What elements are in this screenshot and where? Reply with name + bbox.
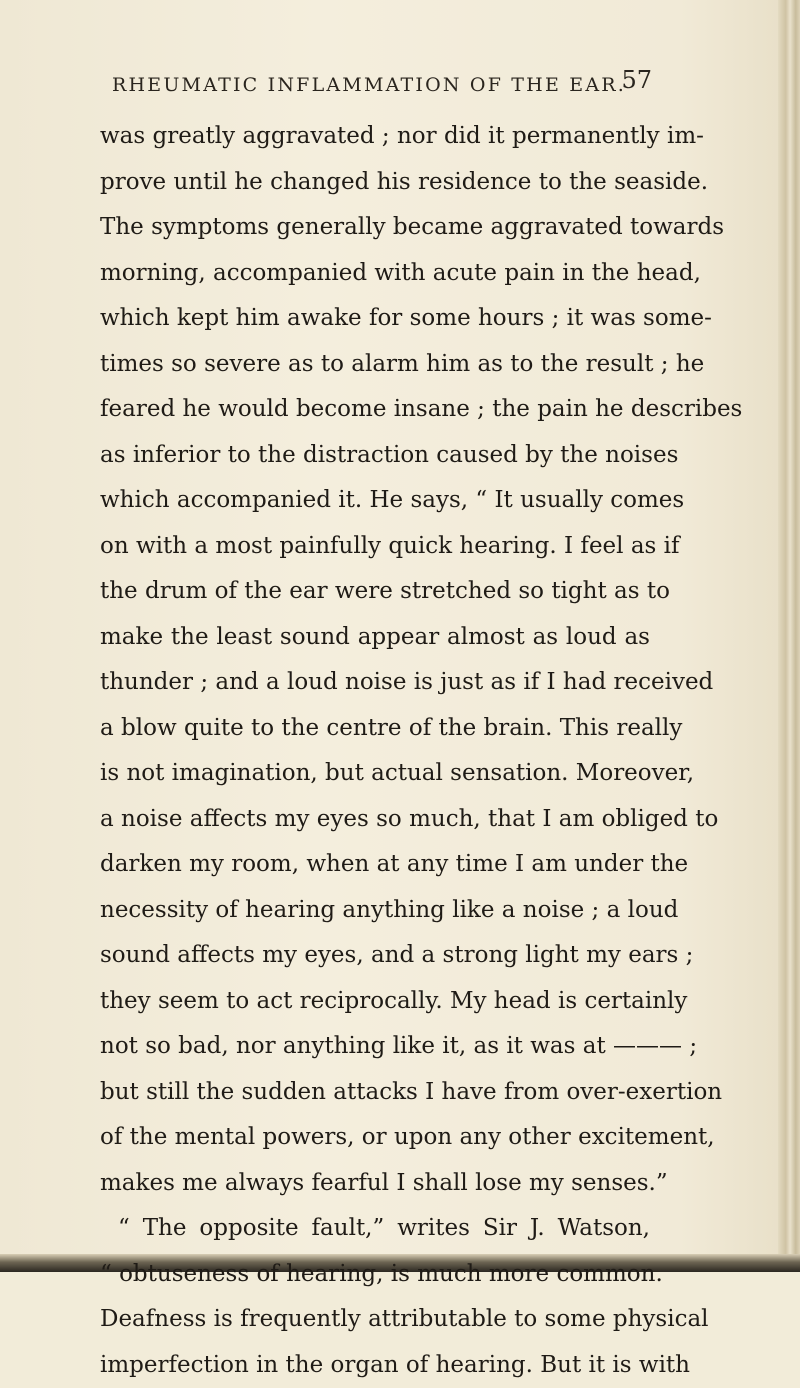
- text-line: imperfection in the organ of hearing. But it is with: [100, 1343, 650, 1388]
- text-line: not so bad, nor anything like it, as it was at ——— ;: [100, 1024, 650, 1070]
- text-line: a noise affects my eyes so much, that I am obliged to: [100, 797, 650, 843]
- text-line: “ The opposite fault,” writes Sir J. Watson,: [100, 1206, 650, 1252]
- text-line: darken my room, when at any time I am under the: [100, 842, 650, 888]
- text-line: is not imagination, but actual sensation. Moreover,: [100, 751, 650, 797]
- page-number: 57: [621, 66, 652, 94]
- text-line: makes me always fearful I shall lose my senses.”: [100, 1161, 650, 1207]
- text-line: necessity of hearing anything like a noise ; a loud: [100, 888, 650, 934]
- page-edge-right: [778, 0, 800, 1272]
- page-header: [112, 66, 652, 100]
- text-line: a blow quite to the centre of the brain. This really: [100, 706, 650, 752]
- text-line: they seem to act reciprocally. My head is certainly: [100, 979, 650, 1025]
- text-line: feared he would become insane ; the pain he describes: [100, 387, 650, 433]
- text-line: “ obtuseness of hearing, is much more common.: [100, 1252, 650, 1298]
- text-line: which kept him awake for some hours ; it was some-: [100, 296, 650, 342]
- text-line: thunder ; and a loud noise is just as if I had received: [100, 660, 650, 706]
- text-line: Deafness is frequently attributable to some physical: [100, 1297, 650, 1343]
- text-line: which accompanied it. He says, “ It usually comes: [100, 478, 650, 524]
- text-line: make the least sound appear almost as loud as: [100, 615, 650, 661]
- text-line: was greatly aggravated ; nor did it permanently im-: [100, 114, 650, 160]
- text-line: morning, accompanied with acute pain in the head,: [100, 251, 650, 297]
- text-line: the drum of the ear were stretched so tight as to: [100, 569, 650, 615]
- text-line: sound affects my eyes, and a strong light my ears ;: [100, 933, 650, 979]
- text-line: times so severe as to alarm him as to the result ; he: [100, 342, 650, 388]
- text-line: prove until he changed his residence to the seaside.: [100, 160, 650, 206]
- running-head: RHEUMATIC INFLAMMATION OF THE EAR.: [112, 74, 626, 96]
- body-text: [100, 114, 650, 1388]
- text-line: but still the sudden attacks I have from over-exertion: [100, 1070, 650, 1116]
- text-line: on with a most painfully quick hearing. I feel as if: [100, 524, 650, 570]
- text-line: of the mental powers, or upon any other excitement,: [100, 1115, 650, 1161]
- text-line: as inferior to the distraction caused by the noises: [100, 433, 650, 479]
- text-line: The symptoms generally became aggravated towards: [100, 205, 650, 251]
